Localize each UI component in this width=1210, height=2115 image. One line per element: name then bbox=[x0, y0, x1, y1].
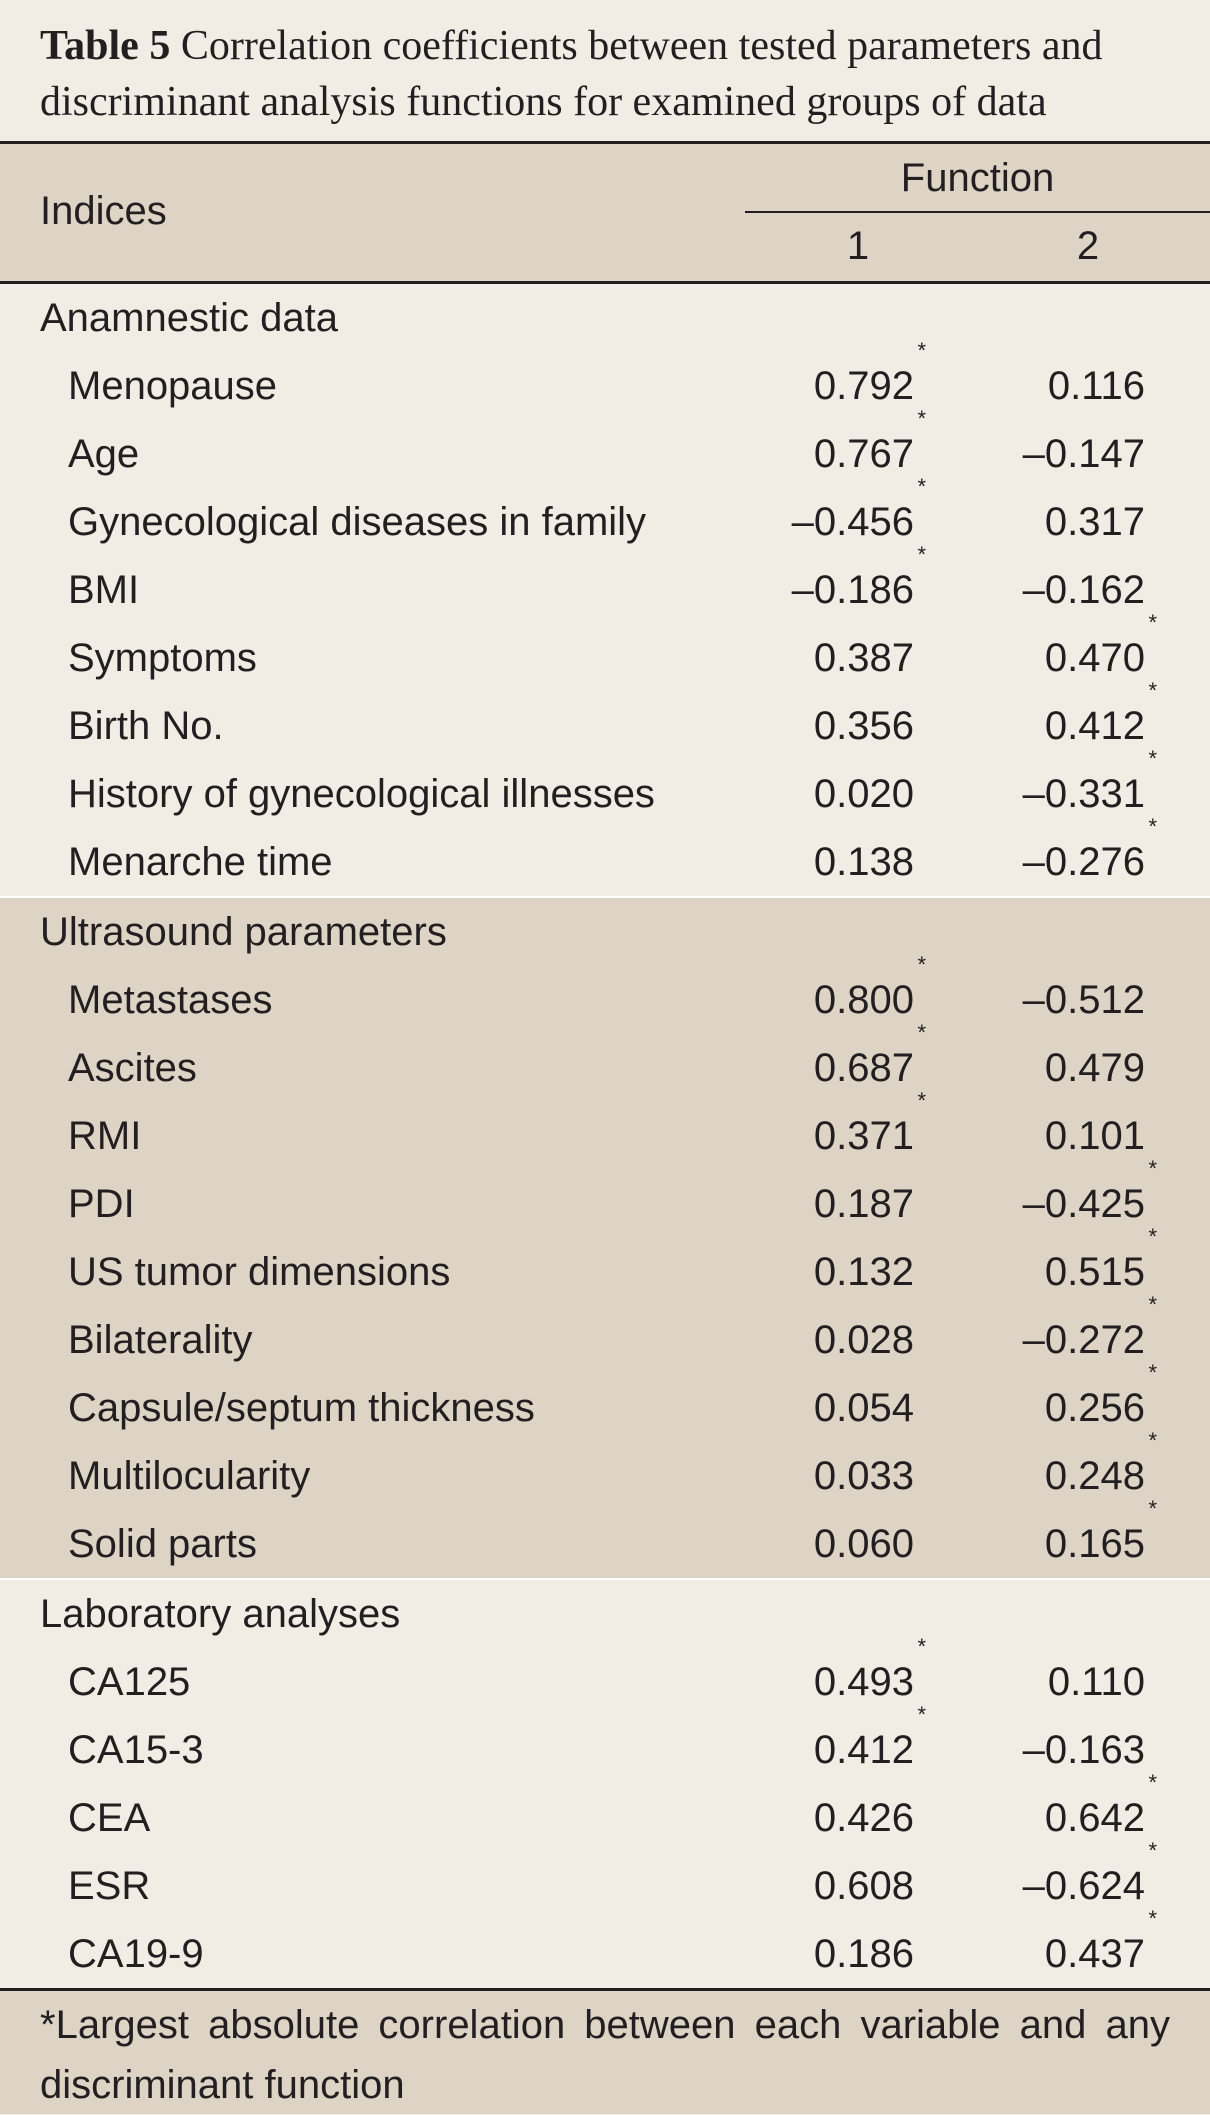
significance-asterisk: * bbox=[1148, 678, 1157, 703]
table-row bbox=[0, 1634, 1210, 1716]
row-label: Multilocularity bbox=[68, 1454, 311, 1498]
coefficient: 0.248 bbox=[1044, 1454, 1145, 1498]
coefficient: –0.512 bbox=[1022, 978, 1145, 1022]
table-row bbox=[0, 952, 1210, 1034]
coefficient: 0.371 bbox=[813, 1114, 914, 1158]
significance-asterisk: * bbox=[1148, 1360, 1157, 1385]
coefficient: 0.479 bbox=[1044, 1046, 1145, 1090]
row-label: Menopause bbox=[68, 364, 278, 408]
coefficient: 0.687 bbox=[813, 1046, 914, 1090]
coefficient: 0.132 bbox=[813, 1250, 914, 1294]
coefficient: 0.187 bbox=[813, 1182, 914, 1226]
header-col-1: 1 bbox=[846, 224, 870, 268]
coefficient: 0.642 bbox=[1044, 1796, 1145, 1840]
function-1-value bbox=[714, 1702, 926, 1784]
table-row bbox=[0, 1428, 1210, 1510]
table-row bbox=[0, 1906, 1210, 1988]
significance-asterisk: * bbox=[917, 1634, 926, 1659]
coefficient: –0.624 bbox=[1022, 1864, 1145, 1908]
function-1-value bbox=[714, 1374, 914, 1442]
coefficient: 0.165 bbox=[1044, 1522, 1145, 1566]
function-2-value bbox=[945, 1716, 1145, 1784]
significance-asterisk: * bbox=[1148, 610, 1157, 635]
table-caption bbox=[0, 0, 1210, 144]
function-2-value bbox=[945, 1034, 1145, 1102]
row-label: US tumor dimensions bbox=[68, 1250, 451, 1294]
row-label: Capsule/septum thickness bbox=[68, 1386, 535, 1430]
function-1-value bbox=[714, 1306, 914, 1374]
coefficient: 0.608 bbox=[813, 1864, 914, 1908]
coefficient: 0.767 bbox=[813, 432, 914, 476]
coefficient: –0.276 bbox=[1022, 840, 1145, 884]
table-header bbox=[0, 144, 1210, 284]
coefficient: 0.426 bbox=[813, 1796, 914, 1840]
group-title-row bbox=[0, 1580, 1210, 1648]
function-1-value bbox=[714, 692, 914, 760]
significance-asterisk: * bbox=[1148, 746, 1157, 771]
coefficient: –0.186 bbox=[791, 568, 914, 612]
table-row bbox=[0, 746, 1210, 828]
coefficient: –0.163 bbox=[1022, 1728, 1145, 1772]
significance-asterisk: * bbox=[1148, 1838, 1157, 1863]
significance-asterisk: * bbox=[1148, 1292, 1157, 1317]
table-row bbox=[0, 1360, 1210, 1442]
significance-asterisk: * bbox=[1148, 1496, 1157, 1521]
coefficient: –0.425 bbox=[1022, 1182, 1145, 1226]
function-1-value bbox=[714, 1020, 926, 1102]
coefficient: 0.387 bbox=[813, 636, 914, 680]
row-group bbox=[0, 896, 1210, 1578]
row-label: Gynecological diseases in family bbox=[68, 500, 647, 544]
coefficient: 0.110 bbox=[1047, 1660, 1145, 1704]
group-title: Ultrasound parameters bbox=[40, 910, 447, 954]
function-1-value bbox=[714, 474, 926, 556]
coefficient: –0.147 bbox=[1022, 432, 1145, 476]
row-label: CA15-3 bbox=[68, 1728, 204, 1772]
coefficient: –0.162 bbox=[1022, 568, 1145, 612]
function-1-value bbox=[714, 338, 926, 420]
function-2-value bbox=[945, 1496, 1157, 1578]
significance-asterisk: * bbox=[917, 474, 926, 499]
table-row bbox=[0, 814, 1210, 896]
row-label: CEA bbox=[68, 1796, 151, 1840]
coefficient: 0.028 bbox=[813, 1318, 914, 1362]
coefficient: 0.186 bbox=[813, 1932, 914, 1976]
row-label: Metastases bbox=[68, 978, 273, 1022]
row-label: BMI bbox=[68, 568, 140, 612]
significance-asterisk: * bbox=[917, 1702, 926, 1727]
group-title: Anamnestic data bbox=[40, 296, 338, 340]
table-row bbox=[0, 1496, 1210, 1578]
row-label: Bilaterality bbox=[68, 1318, 253, 1362]
function-2-value bbox=[945, 1838, 1157, 1920]
header-col-2: 2 bbox=[1076, 224, 1100, 268]
row-label: History of gynecological illnesses bbox=[68, 772, 655, 816]
table-body bbox=[0, 284, 1210, 1988]
table-row bbox=[0, 1292, 1210, 1374]
table-row bbox=[0, 1020, 1210, 1102]
function-2-value bbox=[945, 746, 1157, 828]
function-1-value bbox=[714, 542, 926, 624]
significance-asterisk: * bbox=[1148, 814, 1157, 839]
coefficient: 0.470 bbox=[1044, 636, 1145, 680]
function-2-value bbox=[945, 1292, 1157, 1374]
function-1-value bbox=[714, 1852, 914, 1920]
function-1-value bbox=[714, 952, 926, 1034]
row-group bbox=[0, 1578, 1210, 1988]
function-1-value bbox=[714, 828, 914, 896]
table-row bbox=[0, 1702, 1210, 1784]
row-label: CA125 bbox=[68, 1660, 191, 1704]
significance-asterisk: * bbox=[917, 1020, 926, 1045]
coefficient: –0.456 bbox=[791, 500, 914, 544]
coefficient: 0.493 bbox=[813, 1660, 914, 1704]
function-2-value bbox=[945, 1102, 1145, 1170]
group-title-row bbox=[0, 284, 1210, 352]
function-2-value bbox=[945, 1906, 1157, 1988]
function-2-value bbox=[945, 1224, 1157, 1306]
table-row bbox=[0, 474, 1210, 556]
coefficient: –0.331 bbox=[1022, 772, 1145, 816]
function-2-value bbox=[945, 420, 1145, 488]
table-row bbox=[0, 1156, 1210, 1238]
function-1-value bbox=[714, 1634, 926, 1716]
coefficient: 0.356 bbox=[813, 704, 914, 748]
coefficient: 0.054 bbox=[813, 1386, 914, 1430]
coefficient: 0.138 bbox=[813, 840, 914, 884]
row-group bbox=[0, 284, 1210, 896]
significance-asterisk: * bbox=[1148, 1156, 1157, 1181]
significance-asterisk: * bbox=[917, 1088, 926, 1113]
row-label: CA19-9 bbox=[68, 1932, 204, 1976]
row-label: Birth No. bbox=[68, 704, 224, 748]
coefficient: 0.060 bbox=[813, 1522, 914, 1566]
function-2-value bbox=[945, 1770, 1157, 1852]
function-1-value bbox=[714, 1784, 914, 1852]
function-2-value bbox=[945, 678, 1157, 760]
coefficient: –0.272 bbox=[1022, 1318, 1145, 1362]
function-2-value bbox=[945, 610, 1157, 692]
header-function: Function bbox=[900, 156, 1055, 200]
function-1-value bbox=[714, 1238, 914, 1306]
row-label: Age bbox=[68, 432, 140, 476]
row-label: PDI bbox=[68, 1182, 135, 1226]
function-1-value bbox=[714, 1088, 926, 1170]
table-row bbox=[0, 542, 1210, 624]
row-label: RMI bbox=[68, 1114, 142, 1158]
significance-asterisk: * bbox=[917, 338, 926, 363]
table-row bbox=[0, 1770, 1210, 1852]
significance-asterisk: * bbox=[1148, 1224, 1157, 1249]
significance-asterisk: * bbox=[917, 952, 926, 977]
significance-asterisk: * bbox=[917, 542, 926, 567]
row-label: Symptoms bbox=[68, 636, 257, 680]
table-title: Correlation coefficients between tested parameters and discriminant analysis functions for examined groups of data bbox=[40, 23, 1103, 125]
coefficient: 0.412 bbox=[813, 1728, 914, 1772]
table-row bbox=[0, 678, 1210, 760]
function-1-value bbox=[714, 406, 926, 488]
coefficient: 0.515 bbox=[1044, 1250, 1145, 1294]
group-title-row bbox=[0, 898, 1210, 966]
table-footnote: *Largest absolute correlation between each variable and any discriminant function bbox=[0, 1988, 1210, 2114]
function-1-value bbox=[714, 1510, 914, 1578]
function-2-value bbox=[945, 1360, 1157, 1442]
function-1-value bbox=[714, 624, 914, 692]
function-2-value bbox=[945, 488, 1145, 556]
coefficient: 0.033 bbox=[813, 1454, 914, 1498]
significance-asterisk: * bbox=[1148, 1906, 1157, 1931]
function-2-value bbox=[945, 1156, 1157, 1238]
row-label: Solid parts bbox=[68, 1522, 257, 1566]
function-2-value bbox=[945, 556, 1145, 624]
coefficient: 0.412 bbox=[1044, 704, 1145, 748]
table-row bbox=[0, 1838, 1210, 1920]
table-row bbox=[0, 610, 1210, 692]
coefficient: 0.116 bbox=[1047, 364, 1145, 408]
row-label: Ascites bbox=[68, 1046, 197, 1090]
row-label: ESR bbox=[68, 1864, 151, 1908]
significance-asterisk: * bbox=[1148, 1770, 1157, 1795]
function-1-value bbox=[714, 1920, 914, 1988]
function-1-value bbox=[714, 1442, 914, 1510]
function-2-value bbox=[945, 352, 1145, 420]
table-row bbox=[0, 1088, 1210, 1170]
coefficient: 0.101 bbox=[1044, 1114, 1145, 1158]
function-2-value bbox=[945, 1428, 1157, 1510]
significance-asterisk: * bbox=[917, 406, 926, 431]
coefficient: 0.800 bbox=[813, 978, 914, 1022]
function-1-value bbox=[714, 1170, 914, 1238]
coefficient: 0.256 bbox=[1044, 1386, 1145, 1430]
table-row bbox=[0, 406, 1210, 488]
group-title: Laboratory analyses bbox=[40, 1592, 401, 1636]
row-label: Menarche time bbox=[68, 840, 333, 884]
table-row bbox=[0, 1224, 1210, 1306]
coefficient: 0.020 bbox=[813, 772, 914, 816]
header-function-rule bbox=[745, 211, 1210, 213]
significance-asterisk: * bbox=[1148, 1428, 1157, 1453]
function-2-value bbox=[945, 1648, 1145, 1716]
table-label: Table 5 bbox=[40, 23, 171, 69]
coefficient: 0.437 bbox=[1044, 1932, 1145, 1976]
function-1-value bbox=[714, 760, 914, 828]
function-2-value bbox=[945, 966, 1145, 1034]
header-indices: Indices bbox=[40, 189, 167, 233]
coefficient: 0.792 bbox=[813, 364, 914, 408]
table-row bbox=[0, 338, 1210, 420]
function-2-value bbox=[945, 814, 1157, 896]
coefficient: 0.317 bbox=[1044, 500, 1145, 544]
